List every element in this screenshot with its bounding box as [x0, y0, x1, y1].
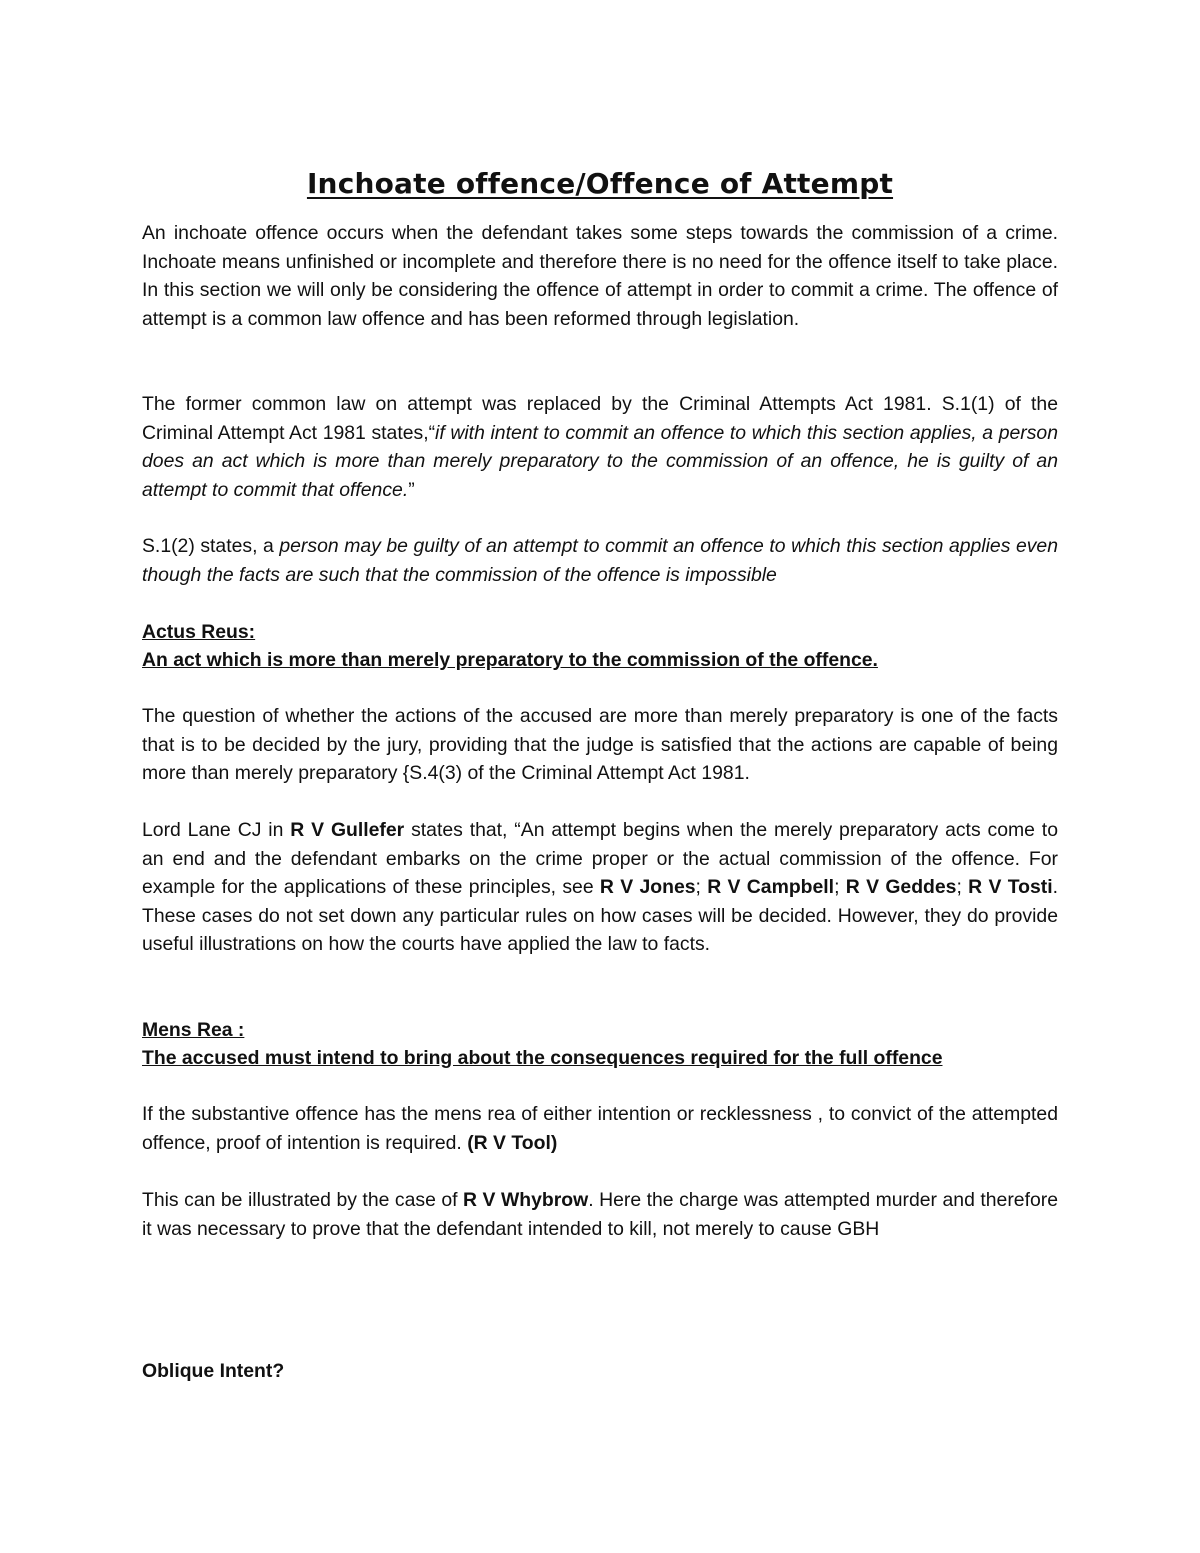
separator: ;	[956, 876, 969, 899]
paragraph-gullefer	[142, 816, 1058, 959]
paragraph-whybrow	[142, 1186, 1058, 1243]
paragraph-s1-2	[142, 532, 1058, 589]
oblique-intent-heading: Oblique Intent?	[142, 1360, 285, 1382]
separator: ;	[834, 876, 846, 899]
case-name: R V Jones	[599, 876, 696, 899]
paragraph-text: The former common law on attempt was replaced by the Criminal Attempts Act 1981. S.1(1) of the Criminal Attempt Act 1981 states,“	[142, 393, 1058, 444]
separator: ;	[695, 876, 708, 899]
closing-quote: ”	[408, 478, 415, 501]
paragraph-jury-question: The question of whether the actions of the accused are more than merely preparatory is one of the facts that is to be decided by the jury, providing that the judge is satisfied that the actions are capable of being more than merely preparatory {S.4(3) of the Criminal Attempt Act 1981.	[142, 705, 1058, 785]
statute-quote-s1-1: if with intent to commit an offence to which this section applies, a person does an act which is more than merely preparatory to the commission of an offence, he is guilty of an attempt to commit that offence.	[142, 421, 1058, 501]
actus-reus-subheading: An act which is more than merely preparatory to the commission of the offence.	[142, 649, 878, 671]
case-name: R V Tosti	[968, 876, 1053, 899]
case-name: R V Gullefer	[290, 819, 405, 841]
paragraph-intro: An inchoate offence occurs when the defendant takes some steps towards the commission of a crime. Inchoate means unfinished or incomplete and therefore there is no need for the offence itself to take place. In this section we will only be considering the offence of attempt in order to commit a crime. The offence of attempt is a common law offence and has been reformed through legislation.	[142, 222, 1058, 330]
document-title: Inchoate offence/Offence of Attempt	[306, 166, 894, 200]
case-name: R V Whybrow	[463, 1189, 589, 1211]
paragraph-text: S.1(2) states, a	[142, 535, 280, 557]
actus-reus-heading: Actus Reus:	[142, 621, 256, 643]
mens-rea-heading: Mens Rea :	[142, 1019, 245, 1041]
case-name: R V Campbell	[707, 876, 835, 899]
paragraph-intention	[142, 1100, 1058, 1157]
paragraph-criminal-attempts-act	[142, 390, 1058, 504]
paragraph-text: . These cases do not set down any particular rules on how cases will be decided. However, they do provide useful illustrations on how the courts have applied the law to facts.	[142, 876, 1058, 956]
statute-quote-s1-2: person may be guilty of an attempt to commit an offence to which this section applies even though the facts are such that the commission of the offence is impossible	[142, 535, 1058, 586]
paragraph-text: If the substantive offence has the mens rea of either intention or recklessness , to convict of the attempted offence, proof of intention is required.	[142, 1103, 1058, 1154]
paragraph-text: Lord Lane CJ in	[142, 819, 291, 841]
case-name: R V Geddes	[845, 876, 957, 899]
paragraph-text: states that, “An attempt begins when the merely preparatory acts come to an end and the defendant embarks on the crime proper or the actual commission of the offence. For example for the applications of these principles, see	[142, 819, 1058, 899]
paragraph-text: . Here the charge was attempted murder and therefore it was necessary to prove that the defendant intended to kill, not merely to cause GBH	[142, 1189, 1058, 1240]
case-name: (R V Tool)	[467, 1131, 558, 1154]
paragraph-text: This can be illustrated by the case of	[142, 1189, 464, 1211]
mens-rea-subheading: The accused must intend to bring about the consequences required for the full offence	[142, 1047, 943, 1069]
